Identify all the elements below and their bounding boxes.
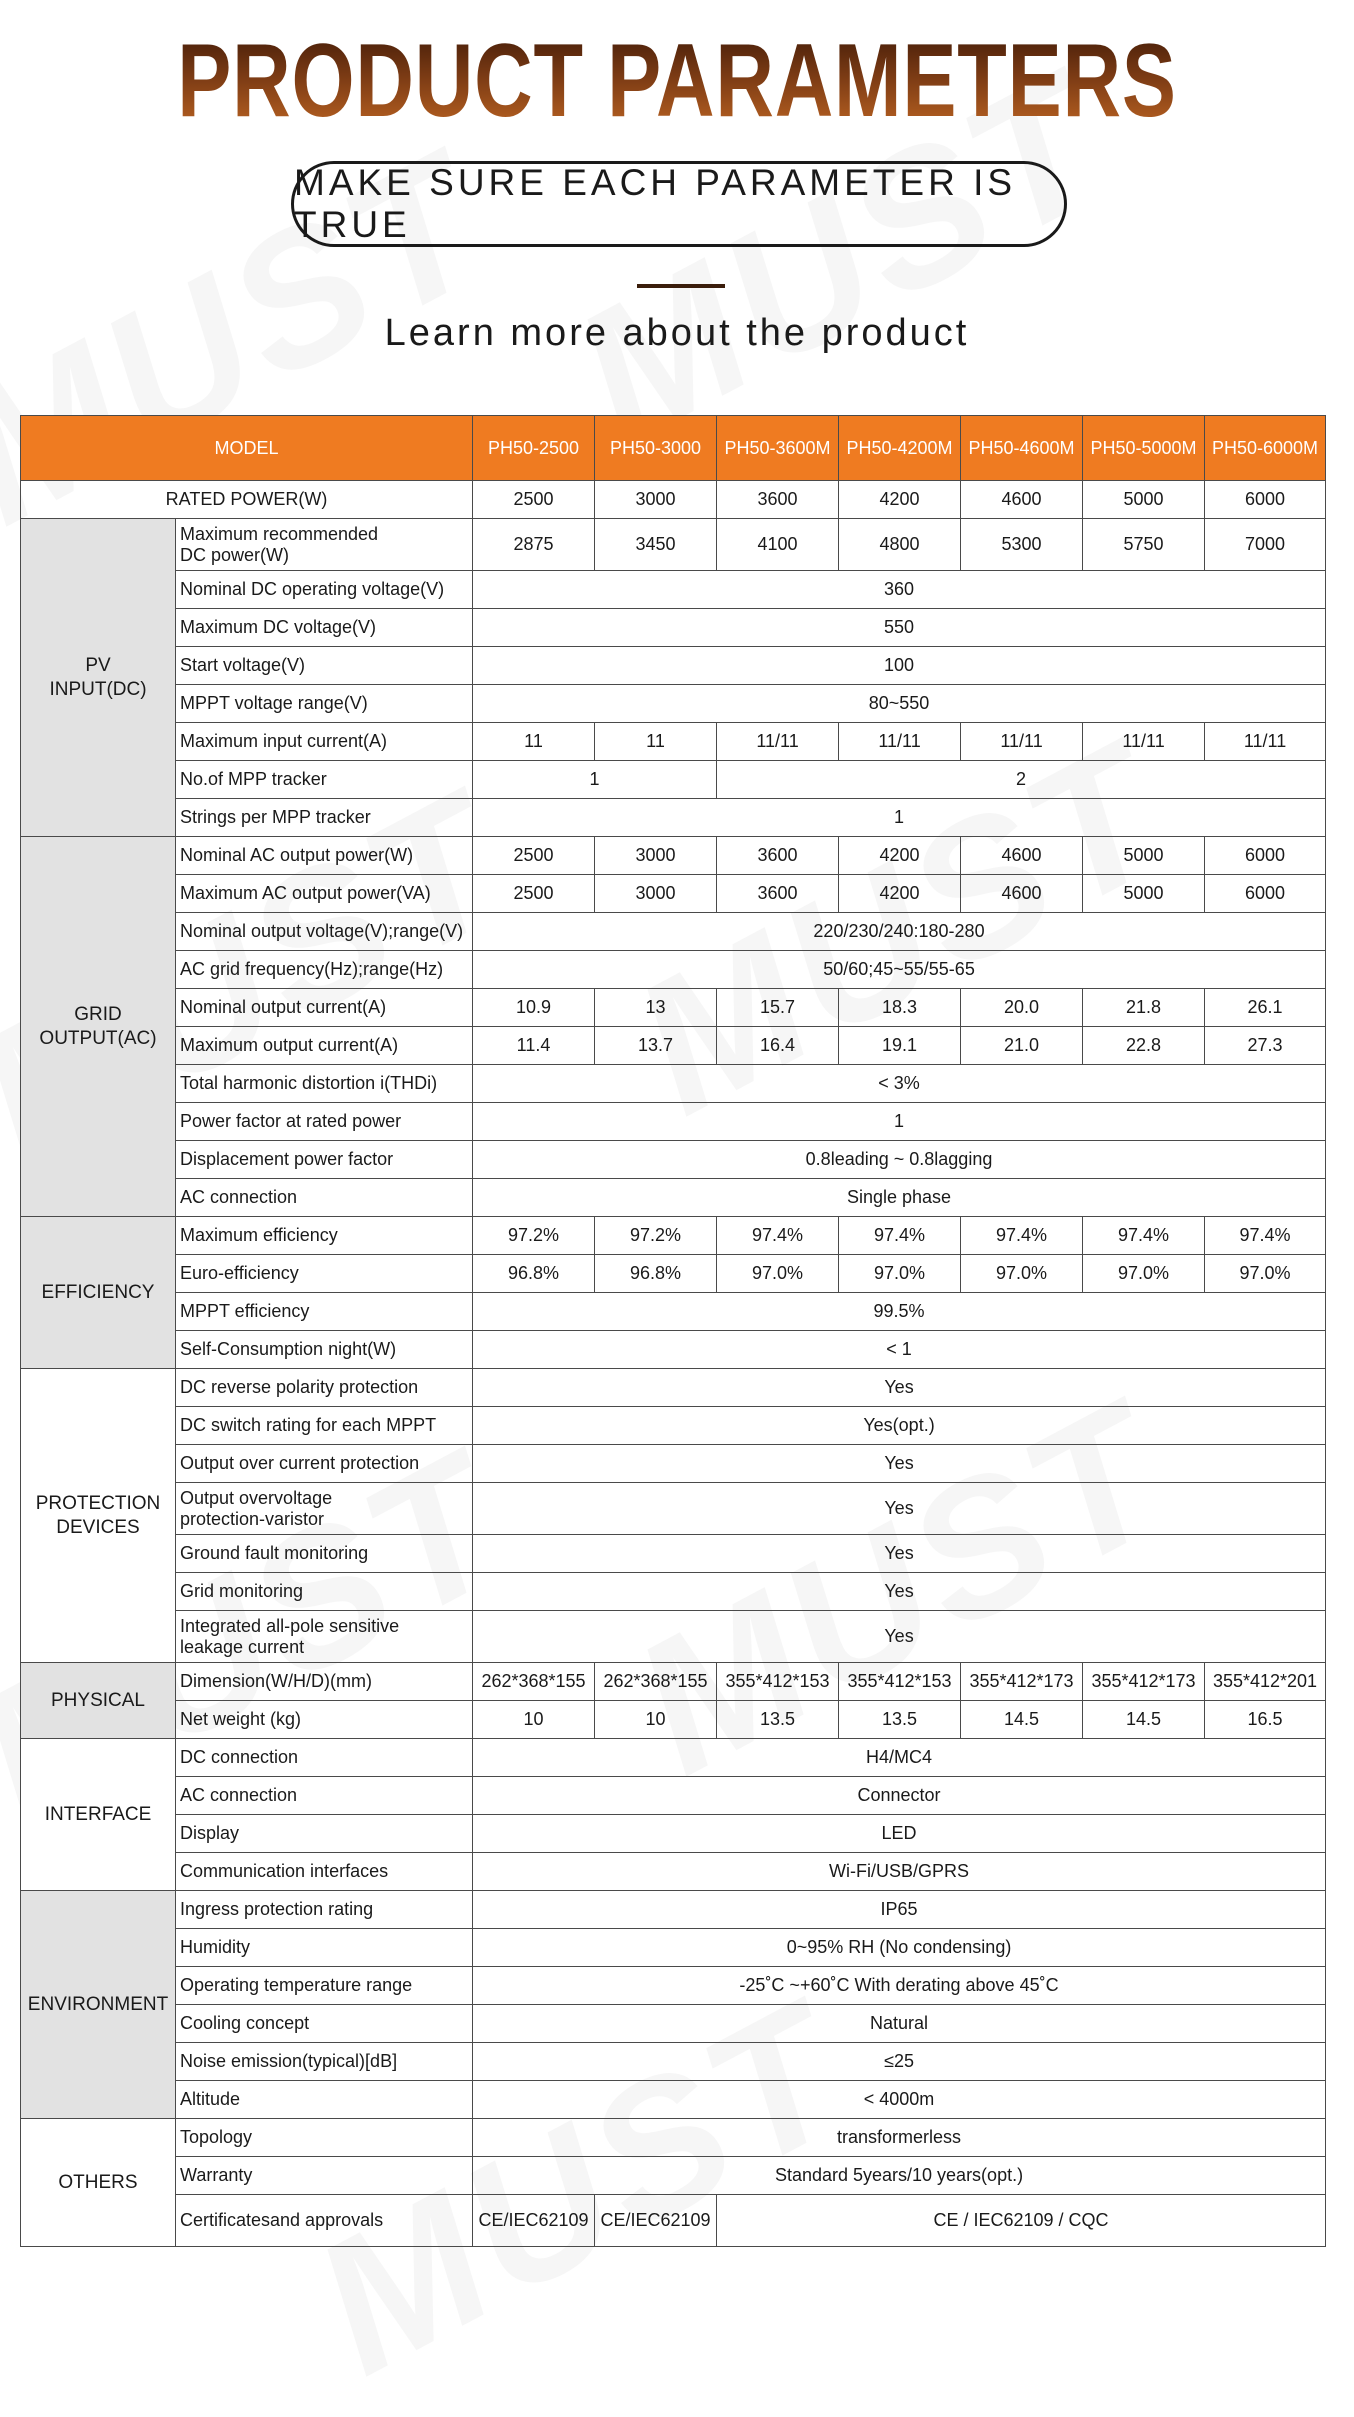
value-cell: 4600: [961, 875, 1083, 913]
table-row: [21, 799, 1326, 837]
table-row: [21, 1027, 1326, 1065]
table-row: [21, 2195, 1326, 2247]
row-label: Net weight (kg): [176, 1701, 473, 1739]
value-cell: 97.2%: [595, 1217, 717, 1255]
row-label: Maximum input current(A): [176, 723, 473, 761]
value-cell: 96.8%: [595, 1255, 717, 1293]
value-cell: 2875: [473, 519, 595, 571]
table-row: [21, 1701, 1326, 1739]
value-cell: 100: [473, 647, 1326, 685]
row-label: Display: [176, 1815, 473, 1853]
value-cell: 355*412*153: [839, 1663, 961, 1701]
value-cell: 97.4%: [1083, 1217, 1205, 1255]
value-cell: 1: [473, 1103, 1326, 1141]
table-row: [21, 2043, 1326, 2081]
value-cell: 80~550: [473, 685, 1326, 723]
row-label: Maximum DC voltage(V): [176, 609, 473, 647]
table-row: [21, 1929, 1326, 1967]
value-cell: CE/IEC62109: [595, 2195, 717, 2247]
value-cell: 13.5: [839, 1701, 961, 1739]
row-label: MPPT efficiency: [176, 1293, 473, 1331]
value-cell: 96.8%: [473, 1255, 595, 1293]
table-row: [21, 647, 1326, 685]
value-cell: 7000: [1205, 519, 1326, 571]
value-cell: 11/11: [961, 723, 1083, 761]
value-cell: Yes: [473, 1445, 1326, 1483]
row-label: Cooling concept: [176, 2005, 473, 2043]
value-cell: 2500: [473, 875, 595, 913]
subtitle-text: MAKE SURE EACH PARAMETER IS TRUE: [294, 162, 1017, 245]
value-cell: Yes: [473, 1611, 1326, 1663]
row-label: Start voltage(V): [176, 647, 473, 685]
table-row: [21, 1141, 1326, 1179]
value-cell: 11/11: [839, 723, 961, 761]
value-cell: Yes: [473, 1369, 1326, 1407]
category-others: OTHERS: [21, 2119, 176, 2247]
row-label: Altitude: [176, 2081, 473, 2119]
value-cell: Wi-Fi/USB/GPRS: [473, 1853, 1326, 1891]
value-cell: 550: [473, 609, 1326, 647]
table-row: [21, 1217, 1326, 1255]
value-cell: < 1: [473, 1331, 1326, 1369]
subtitle-badge: [291, 161, 1067, 247]
value-cell: 21.8: [1083, 989, 1205, 1027]
row-label: Total harmonic distortion i(THDi): [176, 1065, 473, 1103]
row-label: Ground fault monitoring: [176, 1535, 473, 1573]
value-cell: 262*368*155: [473, 1663, 595, 1701]
row-label: Topology: [176, 2119, 473, 2157]
value-cell: Natural: [473, 2005, 1326, 2043]
row-label: Nominal output current(A): [176, 989, 473, 1027]
value-cell: 262*368*155: [595, 1663, 717, 1701]
row-label: AC connection: [176, 1777, 473, 1815]
row-label: Operating temperature range: [176, 1967, 473, 2005]
table-row: [21, 1483, 1326, 1535]
table-row: [21, 481, 1326, 519]
row-label: Maximum efficiency: [176, 1217, 473, 1255]
value-cell: 16.5: [1205, 1701, 1326, 1739]
row-label: MPPT voltage range(V): [176, 685, 473, 723]
rated-power-label: RATED POWER(W): [21, 481, 473, 519]
value-cell: 4800: [839, 519, 961, 571]
row-label: Self-Consumption night(W): [176, 1331, 473, 1369]
row-label: DC reverse polarity protection: [176, 1369, 473, 1407]
value-cell: 4200: [839, 875, 961, 913]
row-label: Nominal AC output power(W): [176, 837, 473, 875]
value-cell: 5000: [1083, 875, 1205, 913]
value-cell: 11: [595, 723, 717, 761]
value-cell: 6000: [1205, 837, 1326, 875]
row-label: Euro-efficiency: [176, 1255, 473, 1293]
value-cell: < 4000m: [473, 2081, 1326, 2119]
value-cell: 19.1: [839, 1027, 961, 1065]
value-cell: 97.0%: [717, 1255, 839, 1293]
value-cell: 97.0%: [839, 1255, 961, 1293]
value-cell: 5000: [1083, 481, 1205, 519]
table-header-row: [21, 416, 1326, 481]
value-cell: 97.2%: [473, 1217, 595, 1255]
row-label: Warranty: [176, 2157, 473, 2195]
table-row: [21, 2005, 1326, 2043]
value-cell: 13.5: [717, 1701, 839, 1739]
model-cell: PH50-2500: [473, 416, 595, 481]
value-cell: 18.3: [839, 989, 961, 1027]
table-row: [21, 1407, 1326, 1445]
value-cell: 2500: [473, 837, 595, 875]
category-efficiency: EFFICIENCY: [21, 1217, 176, 1369]
category-grid-output: GRID OUTPUT(AC): [21, 837, 176, 1217]
value-cell: CE / IEC62109 / CQC: [717, 2195, 1326, 2247]
value-cell: 14.5: [1083, 1701, 1205, 1739]
value-cell: 2: [717, 761, 1326, 799]
category-protection: PROTECTION DEVICES: [21, 1369, 176, 1663]
value-cell: 97.4%: [961, 1217, 1083, 1255]
value-cell: 5750: [1083, 519, 1205, 571]
page-title: PRODUCT PARAMETERS: [149, 22, 1205, 141]
table-row: [21, 1739, 1326, 1777]
value-cell: transformerless: [473, 2119, 1326, 2157]
value-cell: Yes(opt.): [473, 1407, 1326, 1445]
table-row: [21, 571, 1326, 609]
value-cell: 97.0%: [961, 1255, 1083, 1293]
table-row: [21, 989, 1326, 1027]
value-cell: 220/230/240:180-280: [473, 913, 1326, 951]
value-cell: H4/MC4: [473, 1739, 1326, 1777]
table-row: [21, 1967, 1326, 2005]
table-row: [21, 2081, 1326, 2119]
value-cell: 11/11: [717, 723, 839, 761]
table-row: [21, 723, 1326, 761]
row-label: Noise emission(typical)[dB]: [176, 2043, 473, 2081]
value-cell: CE/IEC62109: [473, 2195, 595, 2247]
value-cell: 97.0%: [1205, 1255, 1326, 1293]
value-cell: 4100: [717, 519, 839, 571]
value-cell: 3600: [717, 837, 839, 875]
value-cell: 3450: [595, 519, 717, 571]
row-label: Integrated all-pole sensitive leakage current: [176, 1611, 473, 1663]
table-row: [21, 837, 1326, 875]
table-row: [21, 1573, 1326, 1611]
table-row: [21, 685, 1326, 723]
table-row: [21, 875, 1326, 913]
value-cell: 22.8: [1083, 1027, 1205, 1065]
value-cell: 6000: [1205, 481, 1326, 519]
value-cell: 97.0%: [1083, 1255, 1205, 1293]
value-cell: 15.7: [717, 989, 839, 1027]
row-label: Power factor at rated power: [176, 1103, 473, 1141]
row-label: Certificatesand approvals: [176, 2195, 473, 2247]
value-cell: 4200: [839, 481, 961, 519]
table-row: [21, 2119, 1326, 2157]
value-cell: Yes: [473, 1573, 1326, 1611]
table-row: [21, 1179, 1326, 1217]
table-row: [21, 1065, 1326, 1103]
value-cell: 20.0: [961, 989, 1083, 1027]
table-row: [21, 1369, 1326, 1407]
value-cell: 27.3: [1205, 1027, 1326, 1065]
model-cell: PH50-4600M: [961, 416, 1083, 481]
row-label: AC connection: [176, 1179, 473, 1217]
value-cell: 11: [473, 723, 595, 761]
parameters-table: [20, 415, 1326, 2247]
value-cell: 13.7: [595, 1027, 717, 1065]
value-cell: 355*412*201: [1205, 1663, 1326, 1701]
value-cell: 1: [473, 761, 717, 799]
table-row: [21, 1891, 1326, 1929]
value-cell: Yes: [473, 1535, 1326, 1573]
row-label: AC grid frequency(Hz);range(Hz): [176, 951, 473, 989]
value-cell: 5300: [961, 519, 1083, 571]
model-cell: PH50-6000M: [1205, 416, 1326, 481]
value-cell: IP65: [473, 1891, 1326, 1929]
value-cell: 10.9: [473, 989, 595, 1027]
model-cell: PH50-4200M: [839, 416, 961, 481]
value-cell: < 3%: [473, 1065, 1326, 1103]
row-label: Maximum output current(A): [176, 1027, 473, 1065]
table-row: [21, 1777, 1326, 1815]
table-row: [21, 1853, 1326, 1891]
category-physical: PHYSICAL: [21, 1663, 176, 1739]
value-cell: 3600: [717, 875, 839, 913]
value-cell: 26.1: [1205, 989, 1326, 1027]
row-label: Nominal DC operating voltage(V): [176, 571, 473, 609]
table-row: [21, 519, 1326, 571]
table-row: [21, 1535, 1326, 1573]
value-cell: 11.4: [473, 1027, 595, 1065]
value-cell: 360: [473, 571, 1326, 609]
table-row: [21, 1103, 1326, 1141]
value-cell: 10: [473, 1701, 595, 1739]
value-cell: 1: [473, 799, 1326, 837]
value-cell: 14.5: [961, 1701, 1083, 1739]
value-cell: 97.4%: [1205, 1217, 1326, 1255]
table-row: [21, 1255, 1326, 1293]
table-row: [21, 761, 1326, 799]
value-cell: 355*412*173: [1083, 1663, 1205, 1701]
divider: [637, 284, 725, 288]
value-cell: 355*412*153: [717, 1663, 839, 1701]
value-cell: 4600: [961, 481, 1083, 519]
value-cell: 97.4%: [839, 1217, 961, 1255]
value-cell: 0~95% RH (No condensing): [473, 1929, 1326, 1967]
value-cell: Single phase: [473, 1179, 1326, 1217]
table-row: [21, 609, 1326, 647]
model-cell: PH50-3600M: [717, 416, 839, 481]
value-cell: 355*412*173: [961, 1663, 1083, 1701]
model-cell: PH50-3000: [595, 416, 717, 481]
value-cell: 2500: [473, 481, 595, 519]
row-label: Dimension(W/H/D)(mm): [176, 1663, 473, 1701]
table-row: [21, 951, 1326, 989]
row-label: Output overvoltage protection-varistor: [176, 1483, 473, 1535]
row-label: Ingress protection rating: [176, 1891, 473, 1929]
table-row: [21, 1331, 1326, 1369]
value-cell: Yes: [473, 1483, 1326, 1535]
row-label: Maximum AC output power(VA): [176, 875, 473, 913]
value-cell: 4600: [961, 837, 1083, 875]
table-row: [21, 2157, 1326, 2195]
model-cell: PH50-5000M: [1083, 416, 1205, 481]
tagline: Learn more about the product: [384, 312, 970, 354]
value-cell: 50/60;45~55/55-65: [473, 951, 1326, 989]
value-cell: 5000: [1083, 837, 1205, 875]
row-label: Maximum recommended DC power(W): [176, 519, 473, 571]
value-cell: ≤25: [473, 2043, 1326, 2081]
value-cell: 0.8leading ~ 0.8lagging: [473, 1141, 1326, 1179]
table-row: [21, 1445, 1326, 1483]
row-label: Communication interfaces: [176, 1853, 473, 1891]
value-cell: -25˚C ~+60˚C With derating above 45˚C: [473, 1967, 1326, 2005]
category-environment: ENVIRONMENT: [21, 1891, 176, 2119]
value-cell: 11/11: [1083, 723, 1205, 761]
row-label: Displacement power factor: [176, 1141, 473, 1179]
row-label: Humidity: [176, 1929, 473, 1967]
value-cell: 16.4: [717, 1027, 839, 1065]
value-cell: Connector: [473, 1777, 1326, 1815]
value-cell: 6000: [1205, 875, 1326, 913]
value-cell: 10: [595, 1701, 717, 1739]
row-label: Grid monitoring: [176, 1573, 473, 1611]
value-cell: 13: [595, 989, 717, 1027]
value-cell: LED: [473, 1815, 1326, 1853]
row-label: No.of MPP tracker: [176, 761, 473, 799]
value-cell: 4200: [839, 837, 961, 875]
table-row: [21, 1815, 1326, 1853]
value-cell: Standard 5years/10 years(opt.): [473, 2157, 1326, 2195]
value-cell: 3000: [595, 837, 717, 875]
row-label: Strings per MPP tracker: [176, 799, 473, 837]
table-row: [21, 1293, 1326, 1331]
category-pv-input: PV INPUT(DC): [21, 519, 176, 837]
value-cell: 11/11: [1205, 723, 1326, 761]
row-label: DC switch rating for each MPPT: [176, 1407, 473, 1445]
value-cell: 3600: [717, 481, 839, 519]
table-row: [21, 913, 1326, 951]
model-header: MODEL: [21, 416, 473, 481]
category-interface: INTERFACE: [21, 1739, 176, 1891]
value-cell: 21.0: [961, 1027, 1083, 1065]
value-cell: 99.5%: [473, 1293, 1326, 1331]
table-row: [21, 1663, 1326, 1701]
table-row: [21, 1611, 1326, 1663]
row-label: DC connection: [176, 1739, 473, 1777]
value-cell: 3000: [595, 481, 717, 519]
row-label: Output over current protection: [176, 1445, 473, 1483]
value-cell: 3000: [595, 875, 717, 913]
value-cell: 97.4%: [717, 1217, 839, 1255]
row-label: Nominal output voltage(V);range(V): [176, 913, 473, 951]
